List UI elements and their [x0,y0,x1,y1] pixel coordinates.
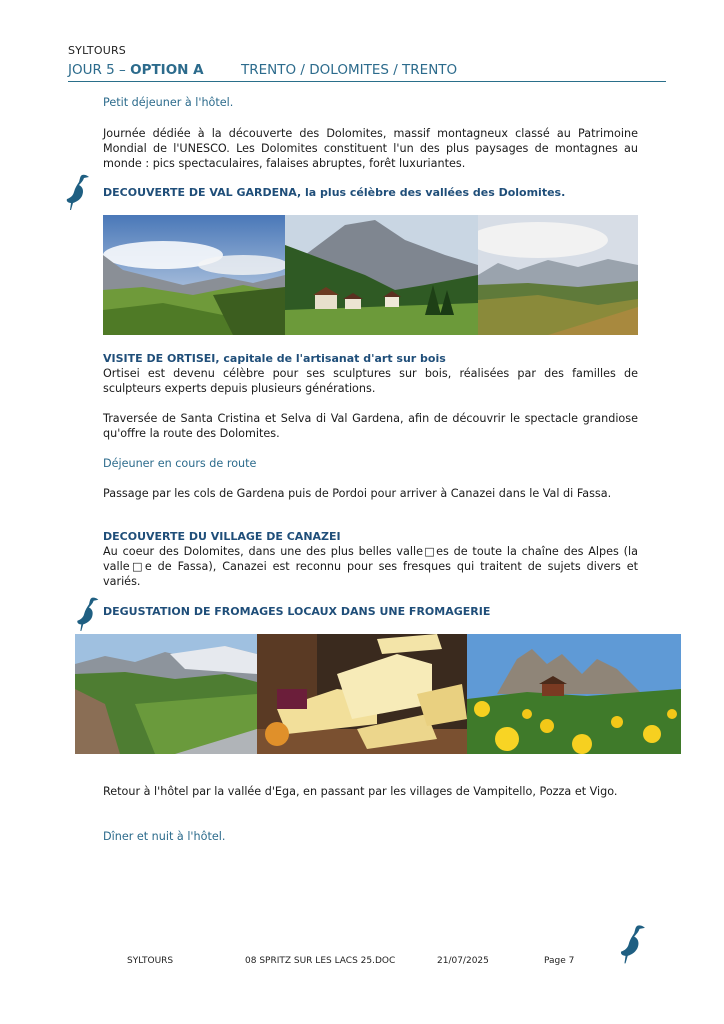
header-bar [68,60,666,82]
heron-icon [64,173,90,211]
alpine-flowers-image [467,634,681,754]
heron-icon [618,923,646,965]
section-val-gardena-title: DECOUVERTE DE VAL GARDENA, la plus célèbre des vallées des Dolomites. [103,186,566,199]
cheese-platter-image [257,634,467,754]
section-canazei-title: DECOUVERTE DU VILLAGE DE CANAZEI [103,530,341,543]
mountain-pass-photo [75,634,257,754]
header-day [68,62,204,78]
breakfast-text: Petit déjeuner à l'hôtel. [103,96,234,109]
footer-filename: 08 SPRITZ SUR LES LACS 25.DOC [245,956,396,966]
heron-icon [74,596,100,632]
passage-paragraph: Passage par les cols de Gardena puis de Pordoi pour arriver à Canazei dans le Val di Fassa. [103,487,612,500]
section-fromagerie-title: DEGUSTATION DE FROMAGES LOCAUX DANS UNE FROMAGERIE [103,605,491,618]
traverse-paragraph: Traversée de Santa Cristina et Selva di Val Gardena, afin de découvrir le spectacle grandiose qu'offre la route des Dolomites. [103,412,638,440]
val-gardena-photo-strip [103,215,638,335]
header-route: TRENTO / DOLOMITES / TRENTO [241,62,458,78]
valley-meadow-photo [103,215,285,335]
village-peak-photo [285,215,478,335]
header-company: SYLTOURS [68,44,126,57]
return-paragraph: Retour à l'hôtel par la vallée d'Ega, en passant par les villages de Vampitello, Pozza et Vigo. [103,785,618,798]
intro-paragraph: Journée dédiée à la découverte des Dolomites, massif montagneux classé au Patrimoine Mondial de l'UNESCO. Les Dolomites constituent l'un des plus paysages de montagnes au monde : pics spectaculaires, falaises abruptes, forêt luxuriantes. [103,127,638,170]
alpine-flowers-photo [467,634,681,754]
dinner-text: Dîner et nuit à l'hôtel. [103,830,226,843]
header-option: OPTION A [130,62,204,78]
valley-meadow-image [103,215,285,335]
ortisei-paragraph: Ortisei est devenu célèbre pour ses sculptures sur bois, réalisées par des familles de sculpteurs experts depuis plusieurs générations. [103,367,638,395]
mountain-pass-image [75,634,257,754]
lunch-text: Déjeuner en cours de route [103,457,257,470]
fromagerie-photo-strip [75,634,681,754]
alpine-panorama-image [478,215,638,335]
alpine-panorama-photo [478,215,638,335]
footer-date: 21/07/2025 [437,956,489,966]
canazei-paragraph: Au coeur des Dolomites, dans une des plus belles valle□es de toute la chaîne des Alpes (la valle□e de Fassa), Canazei est reconnu pour ses fresques qui traitent de sujets divers et variés. [103,545,638,588]
cheese-platter-photo [257,634,467,754]
footer-company: SYLTOURS [127,956,174,966]
header-day-label: JOUR 5 – [68,62,131,78]
section-ortisei-title: VISITE DE ORTISEI, capitale de l'artisanat d'art sur bois [103,352,446,365]
village-peak-image [285,215,478,335]
footer-page-number: Page 7 [544,956,575,966]
